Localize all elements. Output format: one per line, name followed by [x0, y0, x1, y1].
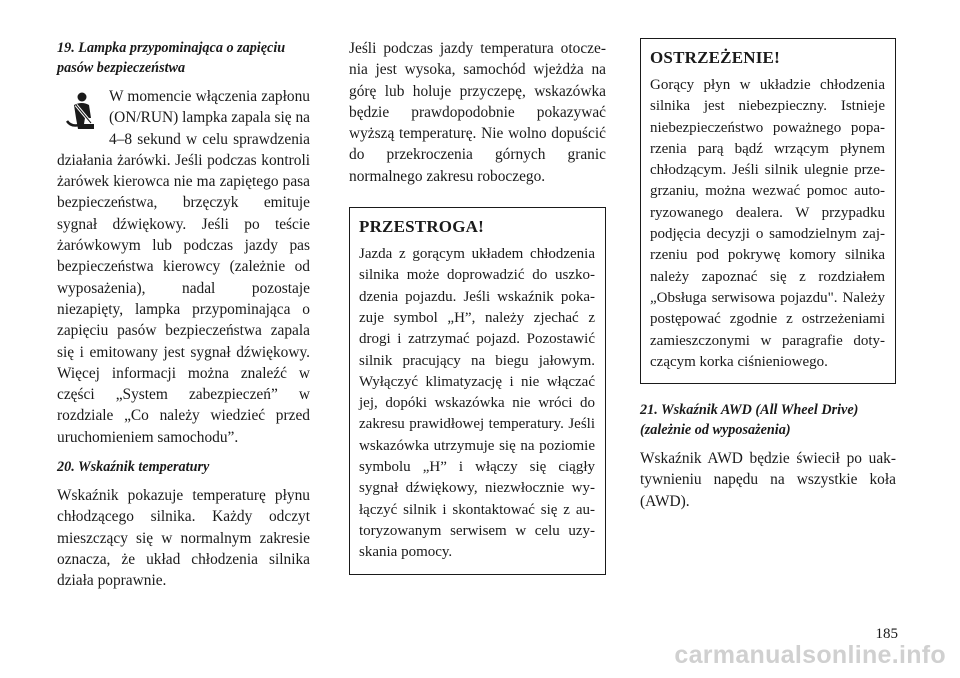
section-heading-19: 19. Lampka przypominająca o zapięciu pasów bezpieczeństwa: [57, 40, 286, 76]
warning-text: Gorący płyn w układzie chłodzenia silnika jest niebezpieczny. Istnieje niebezpieczeństwo poważnego poparzenia parą bądź wrzącym płynem chłodzącym. Jeśli silnik ulegnie przegrzaniu, można wezwać pomoc autoryzowanego dealera. W przypadku podjęcia decyzji o samodzielnym zajrzeniu pod pokrywę komory silnika należy zapoznać się z rozdziałem „Obsługa serwisowa pojazdu". Należy postępować zgodnie z ostrzeżeniami zamieszczonymi w paragrafie dotyczącym korka ciśnieniowego.: [650, 77, 885, 370]
column-right: [640, 38, 896, 521]
watermark-logo: carmanualsonline.info: [674, 641, 946, 669]
warning-title: OSTRZEŻENIE!: [650, 48, 780, 67]
column-left: [57, 38, 310, 601]
caution-box: [349, 207, 606, 574]
paragraph-21: Wskaźnik AWD będzie świecił po uaktywnieniu napędu na wszystkie koła (AWD).: [640, 450, 896, 510]
paragraph-19: W momencie włączenia zapłonu (ON/RUN) lampka zapala się na 4–8 sekund w celu sprawdzenia działania żarówki. Jeśli podczas kontroli żarówek kierowca nie ma zapiętego pasa bezpieczeństwa, brzęczyk emituje sygnał dźwiękowy. Jeśli po teście żarówkowym lub podczas jazdy pas bezpieczeństwa kierowcy (zależnie od wyposażenia), nadal pozostaje niezapięty, lampka przypominająca o zapięciu pasów bezpieczeństwa zapala się i emitowany jest sygnał dźwiękowy. Więcej informacji można znaleźć w części „System zabezpieczeń” w rozdziale „Co należy wiedzieć przed uruchomieniem samochodu”.: [57, 88, 310, 446]
caution-title: PRZESTROGA!: [359, 217, 484, 237]
section-heading-20: 20. Wskaźnik temperatury: [57, 459, 210, 476]
section-heading-21: 21. Wskaźnik AWD (All Wheel Drive) (zależnie od wyposażenia): [640, 402, 859, 439]
caution-text: Jazda z gorącym układem chłodzenia silnika może doprowadzić do uszkodzenia pojazdu. Jeśli wskaźnik pokazuje symbol „H”, należy zjechać z drogi i zatrzymać pojazd. Pozostawić silnik pracujący na biegu jałowym. Wyłączyć klimatyzację i nie włączać jej, dopóki wskazówka nie wróci do zakresu prawidłowej temperatury. Jeśli wskazówka utrzymuje się na poziomie symbolu „H” i włączy się ciągły sygnał dźwiękowy, niezwłocznie wyłączyć silnik i skontaktować się z autoryzowanym serwisem w celu uzyskania pomocy.: [359, 246, 595, 561]
seatbelt-icon: [61, 91, 101, 131]
page-number: 185: [875, 626, 898, 642]
paragraph-temperature-note: Jeśli podczas jazdy temperatura otoczenia jest wysoka, samochód wjeżdża na górę lub holuje przyczepę, wskazówka będzie prawdopodobnie pokazywać wyższą temperaturę. Nie wolno dopuścić do przekroczenia górnych granic normalnego zakresu roboczego.: [349, 40, 606, 185]
warning-box: [640, 38, 896, 384]
column-middle: [349, 38, 606, 575]
paragraph-20: Wskaźnik pokazuje temperaturę płynu chłodzącego silnika. Każdy odczyt mieszczący się w normalnym zakresie oznacza, że układ chłodzenia silnika działa poprawnie.: [57, 487, 310, 590]
